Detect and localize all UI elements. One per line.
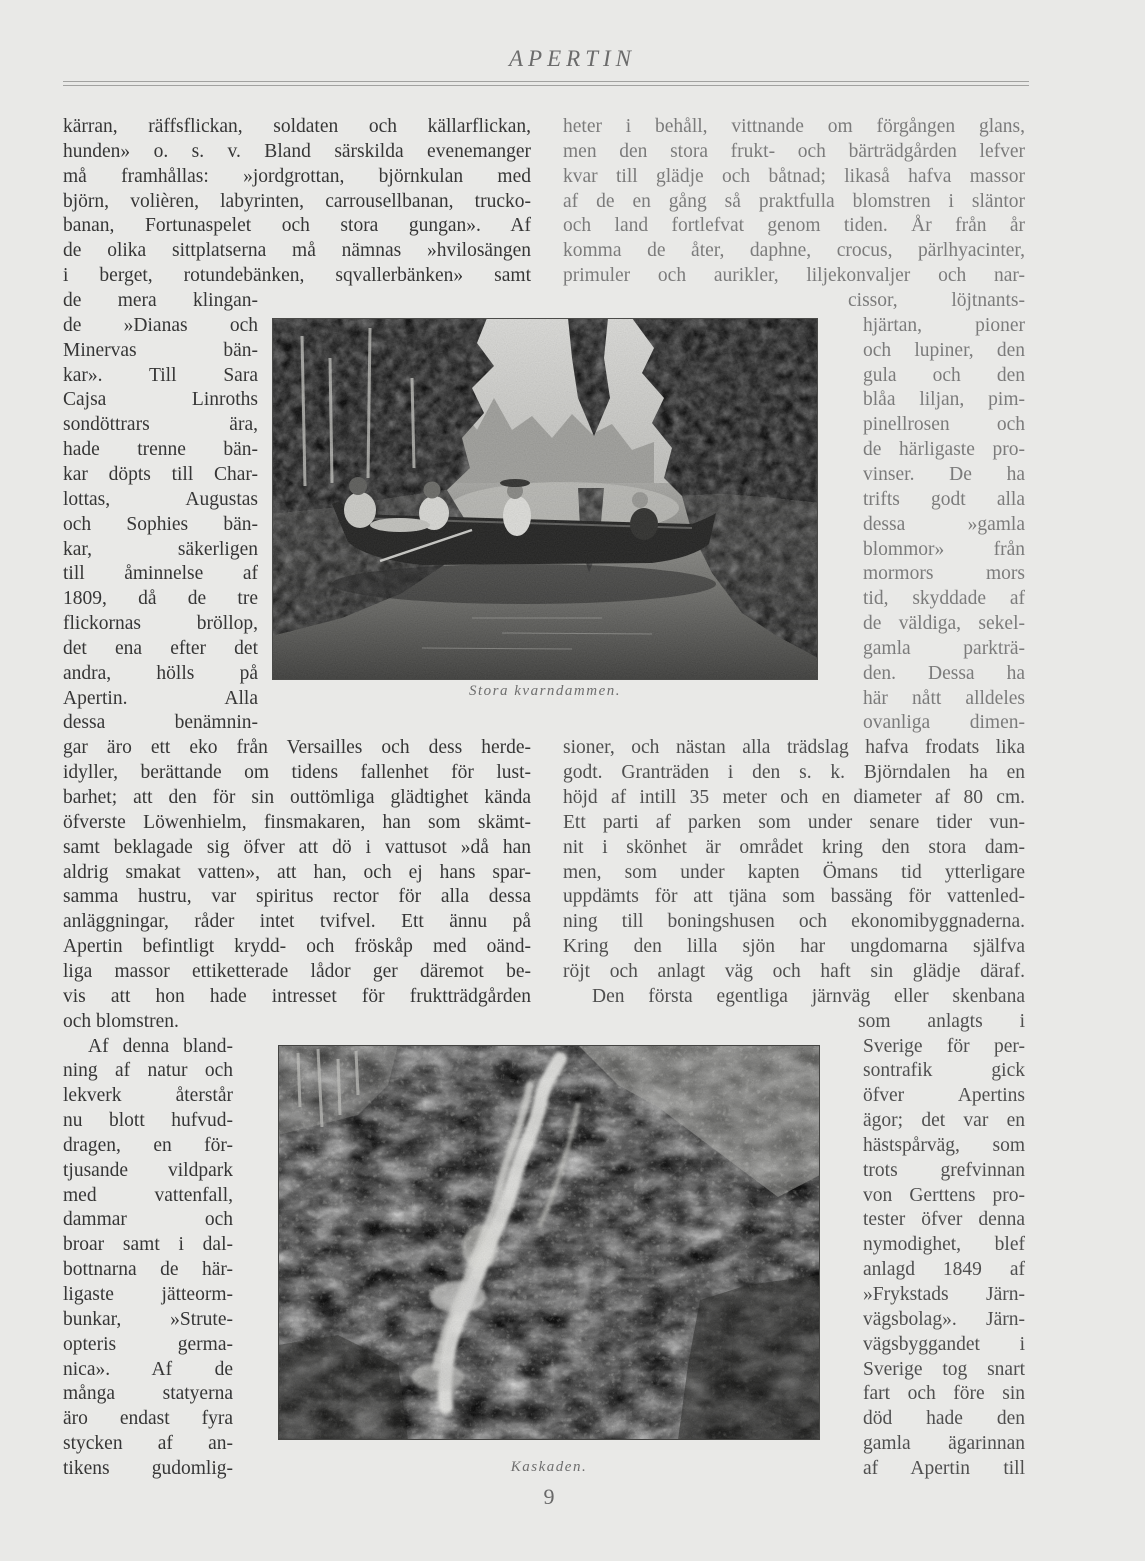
right-column-line: den. Dessa ha (863, 662, 1025, 684)
left-column-line: dessa benämnin- (63, 712, 258, 734)
left-column-line: och Sophies bän- (63, 513, 258, 535)
running-head: APERTIN (509, 46, 636, 71)
photo-stora-kvarndammen (272, 318, 818, 680)
right-column-line: tester öfver denna (863, 1209, 1025, 1231)
right-column-line: primuler och aurikler, liljekonvaljer och nar- (563, 265, 1025, 287)
right-column-line: blåa liljan, pim- (863, 389, 1025, 411)
left-column-line: och blomstren. (63, 1010, 179, 1032)
left-column-line: bunkar, »Strute- (63, 1308, 233, 1330)
left-column-line: kar döpts till Char- (63, 463, 258, 485)
left-column-line: tikens gudomlig- (63, 1457, 233, 1479)
right-column-line: vinser. De ha (863, 463, 1025, 485)
left-column-line: nu blott hufvud- (63, 1110, 233, 1131)
right-column-line: Sverige för per- (863, 1035, 1025, 1057)
right-column-line: von Gerttens pro- (863, 1184, 1025, 1206)
right-column-line: Ett parti af parken som under senare tider vun- (563, 811, 1025, 833)
left-column-line: de olika sittplatserna må nämnas »hvilosängen (63, 240, 531, 262)
right-column-line: ning till boningshusen och ekonomibyggnaderna. (563, 911, 1025, 933)
right-column-line: Kring den lilla sjön har ungdomarna själfva (563, 936, 1025, 958)
right-column-line: hästspårväg, som (863, 1134, 1025, 1156)
left-column-line: Apertin befintligt krydd- och fröskåp med oänd- (63, 936, 531, 958)
right-column-line: och lupiner, den (863, 339, 1025, 361)
right-column-line: »Frykstads Järn- (863, 1284, 1025, 1305)
left-column-line: till åminnelse af (63, 563, 258, 585)
right-column-line: fart och före sin (863, 1383, 1025, 1405)
left-column-line: dragen, en för- (63, 1134, 233, 1156)
right-column-line: höjd af intill 35 meter och en diameter af 80 cm. (563, 787, 1025, 808)
right-column-line: sontrafik gick (863, 1060, 1025, 1082)
right-column-line: trifts godt alla (863, 488, 1025, 510)
left-column-line: Apertin. Alla (63, 687, 258, 709)
right-column-line: kvar till glädje och båtnad; likaså hafva massor (563, 165, 1025, 187)
photo-kaskaden (278, 1045, 820, 1440)
left-column-line: kar, säkerligen (63, 538, 258, 560)
left-column-line: de »Dianas och (63, 314, 258, 336)
right-column-line: heter i behåll, vittnande om förgången glans, (563, 116, 1025, 137)
left-column-line: broar samt i dal- (63, 1234, 233, 1256)
left-column-line: vis att hon hade intresset för fruktträdgården (63, 985, 531, 1007)
right-column-line: de väldiga, sekel- (863, 613, 1025, 634)
left-column-line: sondöttrars ära, (63, 414, 258, 436)
left-column-line: hade trenne bän- (63, 439, 258, 461)
left-column-line: stycken af an- (63, 1433, 233, 1455)
left-column-line: kärran, räffsflickan, soldaten och källarflickan, (63, 116, 531, 137)
left-column-line: bottnarna de här- (63, 1259, 233, 1281)
left-column-line: ning af natur och (63, 1060, 233, 1082)
right-column-line: vägsbolag». Järn- (863, 1308, 1025, 1330)
right-column-line: sioner, och nästan alla trädslag hafva frodats lika (563, 737, 1025, 759)
left-column-line: äro endast fyra (63, 1408, 233, 1430)
right-column-line: ovanliga dimen- (863, 712, 1025, 734)
right-column-line: hjärtan, pioner (863, 314, 1025, 336)
right-column-line: anlagd 1849 af (863, 1259, 1025, 1281)
left-column-line: med vattenfall, (63, 1184, 233, 1206)
right-column-line: öfver Apertins (863, 1085, 1025, 1107)
right-column-line: af de en gång så praktfulla blomstren i släntor (563, 190, 1025, 212)
right-column-line: vägsbyggandet i (863, 1333, 1025, 1355)
left-column-line: Cajsa Linroths (63, 389, 258, 411)
left-column-line: 1809, då de tre (63, 588, 258, 610)
left-column-line: lottas, Augustas (63, 488, 258, 510)
left-column-line: lekverk återstår (63, 1085, 233, 1107)
left-column-line: tjusande vildpark (63, 1159, 233, 1181)
right-column-line: nymodighet, blef (863, 1234, 1025, 1256)
right-column-line: Den första egentliga järnväg eller skenbana (592, 985, 1025, 1007)
right-column-line: blommor» från (863, 538, 1025, 560)
left-column-line: andra, hölls på (63, 662, 258, 684)
left-column-line: i berget, rotundebänken, sqvallerbänken» samt (63, 265, 531, 287)
left-column-line: aldrig smakat vatten», att han, och ej hans spar- (63, 861, 531, 883)
photo-grain (272, 318, 818, 680)
right-column-line: Sverige tog snart (863, 1358, 1025, 1380)
right-column-line: gula och den (863, 364, 1025, 386)
right-column-line: som anlagts i (858, 1010, 1025, 1032)
left-column-line: Minervas bän- (63, 339, 258, 361)
photo-grain (278, 1045, 820, 1440)
right-column-line: de härligaste pro- (863, 439, 1025, 461)
right-column-line: uppdämts för att tjäna som bassäng för vattenled- (563, 886, 1025, 908)
right-column-line: pinellrosen och (863, 414, 1025, 436)
left-column-line: det ena efter det (63, 637, 258, 659)
right-column-line: mormors mors (863, 563, 1025, 585)
right-column-line: gamla parkträ- (863, 637, 1025, 659)
right-column-line: nit i skönhet är området kring den stora dam- (563, 836, 1025, 858)
page-number: 9 (543, 1484, 555, 1509)
right-column-line: ägor; det var en (863, 1110, 1025, 1131)
left-column-line: de mera klingan- (63, 290, 258, 311)
right-column-line: cissor, löjtnants- (848, 290, 1025, 311)
left-column-line: kar». Till Sara (63, 364, 258, 386)
right-column-line: af Apertin till (863, 1457, 1025, 1479)
left-column-line: opteris germa- (63, 1333, 233, 1355)
left-column-line: samma hustru, var spiritus rector för alla dessa (63, 886, 531, 908)
left-column-line: ligaste jätteorm- (63, 1284, 233, 1305)
left-column-line: samt beklagade sig öfver att dö i vattusot »då han (63, 836, 531, 858)
right-column-line: men, som under kapten Ömans tid ytterligare (563, 861, 1025, 883)
right-column-line: och land fortlefvat genom tiden. År från år (563, 215, 1025, 237)
left-column-line: må framhållas: »jordgrottan, björnkulan med (63, 165, 531, 187)
right-column-line: gamla ägarinnan (863, 1433, 1025, 1455)
left-column-line: gar äro ett eko från Versailles och dess herde- (63, 737, 531, 759)
left-column-line: många statyerna (63, 1383, 233, 1405)
left-column-line: öfverste Löwenhielm, finsmakaren, han som skämt- (63, 811, 531, 833)
right-column-line: men den stora frukt- och bärträdgården lefver (563, 140, 1025, 162)
left-column-line: Af denna bland- (88, 1035, 233, 1057)
left-column-line: banan, Fortunaspelet och stora gungan». Af (63, 215, 531, 237)
figure-caption: Stora kvarndammen. (469, 683, 621, 699)
left-column-line: dammar och (63, 1209, 233, 1231)
right-column-line: trots grefvinnan (863, 1159, 1025, 1181)
left-column-line: liga massor ettiketterade lådor ger däremot be- (63, 960, 531, 982)
right-column-line: död hade den (863, 1408, 1025, 1430)
right-column-line: här nått alldeles (863, 687, 1025, 709)
right-column-line: tid, skyddade af (863, 588, 1025, 610)
left-column-line: flickornas bröllop, (63, 613, 258, 634)
right-column-line: dessa »gamla (863, 513, 1025, 535)
left-column-line: hunden» o. s. v. Bland särskilda evenemanger (63, 140, 531, 162)
left-column-line: björn, volièren, labyrinten, carrousellbanan, trucko- (63, 190, 531, 212)
left-column-line: barhet; att den för sin outtömliga glädtighet kända (63, 787, 531, 808)
left-column-line: anläggningar, råder intet tvifvel. Ett ännu på (63, 911, 531, 933)
right-column-line: komma de åter, daphne, crocus, pärlhyacinter, (563, 240, 1025, 262)
right-column-line: röjt och anlagt väg och haft sin glädje däraf. (563, 960, 1025, 982)
right-column-line: godt. Granträden i den s. k. Björndalen ha en (563, 762, 1025, 784)
left-column-line: idyller, berättande om tidens fallenhet för lust- (63, 762, 531, 784)
figure-caption: Kaskaden. (510, 1459, 588, 1475)
left-column-line: nica». Af de (63, 1358, 233, 1380)
